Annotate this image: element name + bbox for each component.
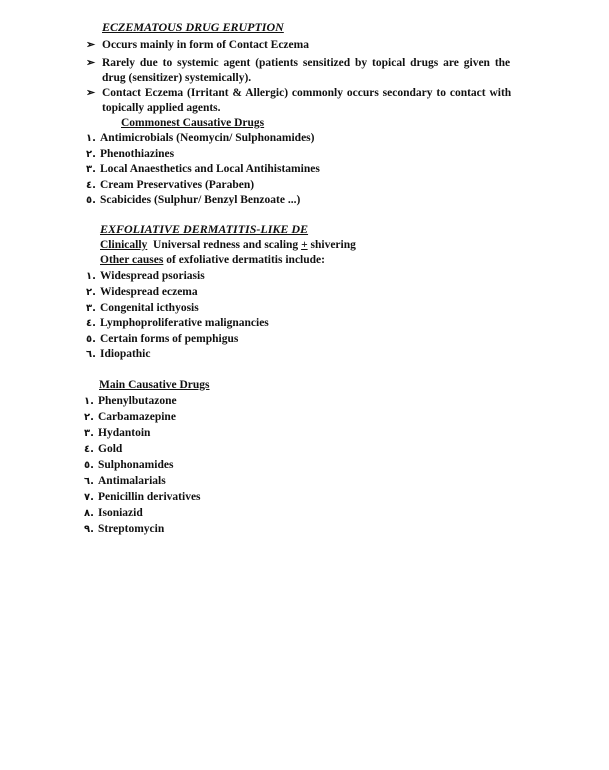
list-item: ٦. Idiopathic [86,348,151,360]
other-causes-line: Other causes of exfoliative dermatitis include: [100,254,325,266]
section-title-eczematous: ECZEMATOUS DRUG ERUPTION [102,20,284,34]
list-item: ٣. Hydantoin [84,427,151,439]
list-item: ٧. Penicillin derivatives [84,491,201,503]
commonest-drugs-heading: Commonest Causative Drugs [121,117,265,129]
list-item: ١. Phenylbutazone [84,395,177,407]
main-drugs-heading: Main Causative Drugs [99,379,210,391]
list-item: ٢. Phenothiazines [86,148,175,160]
arrow-bullet-icon: ➢ [86,87,96,99]
list-item: ٤. Cream Preservatives (Paraben) [86,179,255,191]
list-item: ١. Widespread psoriasis [86,270,205,282]
list-item: ٦. Antimalarials [84,475,166,487]
list-item: ٤. Lymphoproliferative malignancies [86,317,269,329]
clinically-line: Clinically Universal redness and scaling + shivering [100,239,356,251]
list-item: ٢. Carbamazepine [84,411,176,423]
list-item: ٢. Widespread eczema [86,286,198,298]
list-item: ٣. Congenital icthyosis [86,302,199,314]
list-item: ٥. Scabicides (Sulphur/ Benzyl Benzoate ...) [86,194,301,206]
list-item: ١. Antimicrobials (Neomycin/ Sulphonamides) [86,132,315,144]
list-item: ٤. Gold [84,443,123,455]
bullet-continuation: drug (sensitizer) systemically). [102,72,252,84]
bullet-item: ➢ Contact Eczema (Irritant & Allergic) commonly occurs secondary to contact with [86,87,512,99]
arrow-bullet-icon: ➢ [86,39,96,51]
list-item: ٥. Sulphonamides [84,459,174,471]
bullet-item: ➢ Occurs mainly in form of Contact Eczema [86,39,309,51]
list-item: ٥. Certain forms of pemphigus [86,333,239,345]
list-item: ٨. Isoniazid [84,507,143,519]
bullet-item: ➢ Rarely due to systemic agent (patients sensitized by topical drugs are given the [86,57,511,69]
list-item: ٩. Streptomycin [84,523,165,535]
section-title-exfoliative: EXFOLIATIVE DERMATITIS-LIKE DE [100,222,309,236]
bullet-continuation: topically applied agents. [102,102,221,114]
list-item: ٣. Local Anaesthetics and Local Antihistamines [86,163,320,175]
arrow-bullet-icon: ➢ [86,57,96,69]
